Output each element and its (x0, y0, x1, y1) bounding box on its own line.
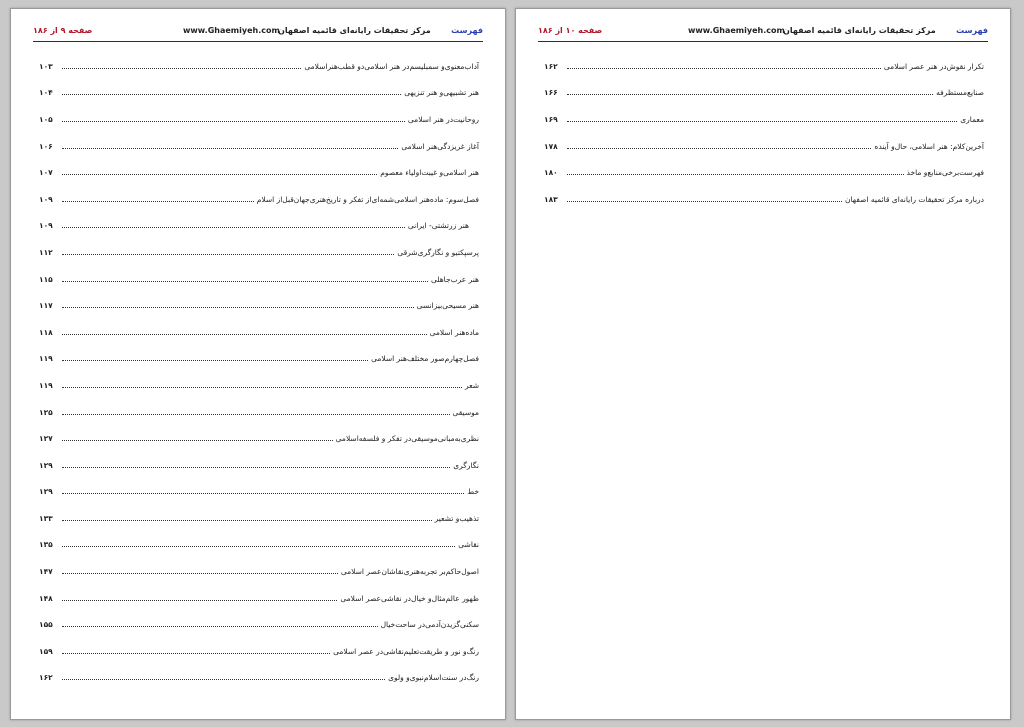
toc-entry[interactable] (39, 479, 479, 506)
toc-entry-page: ۱۰۴ (39, 88, 53, 98)
page-number-label: صفحه ۹ از ۱۸۶ (33, 26, 93, 35)
dot-leader (62, 281, 428, 282)
toc-entry-title: ماده‌هنر اسلامی (429, 327, 479, 337)
toc-entry[interactable] (544, 186, 984, 213)
toc-entry[interactable] (544, 133, 984, 160)
dot-leader (62, 201, 254, 202)
dot-leader (62, 387, 462, 388)
document-page-right (515, 8, 1011, 720)
toc-entry-page: ۱۱۵ (39, 274, 53, 284)
toc-entry-title: اصول‌حاکم‌بر تجربه‌هنری‌نقاشان‌عصر اسلامی (340, 567, 479, 577)
toc-entry-title: معماری (960, 114, 984, 124)
dot-leader (62, 440, 333, 441)
toc-entry-title: فصل‌سوم: ماده‌هنر اسلامی‌شمه‌ای‌از تفکر و تاریخ‌هنری‌جهان‌قبل‌از اسلام (256, 194, 479, 204)
toc-entry-page: ۱۰۳ (39, 61, 53, 71)
toc-entry[interactable] (39, 106, 479, 133)
toc-entry-page: ۱۴۸ (39, 593, 53, 603)
page-number-label: صفحه ۱۰ از ۱۸۶ (538, 26, 603, 35)
table-of-contents (544, 53, 984, 213)
toc-entry-title: رنگ‌و نور و طریقت‌تعلیم‌نقاشی‌در عصر اسلامی (333, 646, 479, 656)
toc-entry-title: فصل‌چهارم‌صور مختلف‌هنر اسلامی (371, 354, 479, 364)
toc-entry[interactable] (39, 346, 479, 373)
toc-entry-page: ۱۴۷ (39, 567, 53, 577)
dot-leader (62, 493, 464, 494)
website-label: www.Ghaemiyeh.com (183, 26, 280, 35)
toc-entry-title: هنر تشبیهی‌و هنر تنزیهی (404, 88, 479, 98)
toc-entry[interactable] (544, 106, 984, 133)
toc-entry[interactable] (39, 585, 479, 612)
toc-entry-title: هنر زرتشتی- ایرانی (407, 221, 469, 231)
toc-entry-title: صنایع‌مستظرفه (936, 88, 984, 98)
toc-entry-title: رنگ‌در سنت‌اسلام‌نبوی‌و ولوی (388, 673, 479, 683)
dot-leader (62, 467, 450, 468)
dot-leader (567, 121, 957, 122)
toc-entry-page: ۱۷۸ (544, 141, 558, 151)
toc-entry[interactable] (39, 638, 479, 665)
toc-entry-page: ۱۰۹ (39, 221, 53, 231)
dot-leader (62, 600, 337, 601)
toc-entry-title: نقاشی (458, 540, 479, 550)
dot-leader (62, 227, 405, 228)
toc-entry-title: آخرین‌کلام: هنر اسلامی، حال‌و آینده (874, 141, 984, 151)
toc-entry-title: نظری‌به‌مبانی‌موسیقی‌در تفکر و فلسفه‌اسلامی (335, 434, 479, 444)
toc-entry-title: هنر اسلامی‌و غیبت‌اولیاء معصوم (380, 168, 479, 178)
dot-leader (62, 254, 394, 255)
toc-entry-title: آغاز غریزدگی‌هنر اسلامی (401, 141, 479, 151)
toc-entry-page: ۱۰۵ (39, 114, 53, 124)
table-of-contents (39, 53, 479, 691)
toc-entry[interactable] (39, 425, 479, 452)
toc-entry-page: ۱۶۲ (39, 673, 53, 683)
page-header (538, 23, 988, 42)
dot-leader (62, 334, 427, 335)
toc-entry-page: ۱۰۶ (39, 141, 53, 151)
dot-leader (62, 546, 455, 547)
toc-entry-page: ۱۳۵ (39, 540, 53, 550)
toc-entry[interactable] (39, 532, 479, 559)
toc-entry-page: ۱۶۹ (544, 114, 558, 124)
toc-entry-page: ۱۵۹ (39, 646, 53, 656)
dot-leader (62, 573, 338, 574)
page-header (33, 23, 483, 42)
toc-entry-page: ۱۵۵ (39, 620, 53, 630)
toc-entry[interactable] (39, 239, 479, 266)
header-title: مرکز تحقیقات رایانه‌ای قائمیه اصفهان (783, 26, 936, 35)
toc-entry[interactable] (39, 266, 479, 293)
dot-leader (62, 360, 368, 361)
toc-entry-title: خط (467, 487, 479, 497)
toc-entry-page: ۱۰۷ (39, 168, 53, 178)
dot-leader (567, 148, 871, 149)
toc-entry[interactable] (39, 399, 479, 426)
toc-entry-page: ۱۶۲ (544, 61, 558, 71)
toc-entry[interactable] (39, 558, 479, 585)
toc-entry-title: آداب‌معنوی‌و سمبلیسم‌در هنر اسلامی‌دو قطب‌هنراسلامی (304, 61, 479, 71)
dot-leader (567, 94, 933, 95)
toc-entry-page: ۱۲۷ (39, 434, 53, 444)
toc-entry[interactable] (39, 372, 479, 399)
document-page-left (10, 8, 506, 720)
toc-entry-title: هنر عرب‌جاهلی (430, 274, 479, 284)
website-label: www.Ghaemiyeh.com (688, 26, 785, 35)
toc-entry-page: ۱۱۹ (39, 380, 53, 390)
dot-leader (62, 626, 378, 627)
toc-entry-title: روحانیت‌در هنر اسلامی (407, 114, 479, 124)
toc-entry-page: ۱۲۵ (39, 407, 53, 417)
toc-entry-title: ظهور عالم‌مثال‌و خیال‌در نقاشی‌عصر اسلامی (340, 593, 479, 603)
toc-entry-page: ۱۲۹ (39, 487, 53, 497)
toc-entry[interactable] (39, 292, 479, 319)
dot-leader (62, 414, 450, 415)
toc-entry-page: ۱۰۹ (39, 194, 53, 204)
dot-leader (62, 520, 432, 521)
toc-entry[interactable] (544, 159, 984, 186)
dot-leader (62, 679, 385, 680)
section-label: فهرست (451, 26, 483, 35)
toc-entry-title: هنر مسیحی‌بیزانسی (416, 301, 479, 311)
dot-leader (62, 94, 401, 95)
toc-entry[interactable] (39, 80, 479, 107)
toc-entry-page: ۱۱۹ (39, 354, 53, 364)
toc-entry-title: موسیقی (452, 407, 479, 417)
toc-entry-page: ۱۶۶ (544, 88, 558, 98)
header-title: مرکز تحقیقات رایانه‌ای قائمیه اصفهان (278, 26, 431, 35)
toc-entry-title: سکنی‌گزیدن‌آدمی‌در ساحت‌خیال (380, 620, 479, 630)
toc-entry-page: ۱۲۹ (39, 460, 53, 470)
toc-entry[interactable] (39, 319, 479, 346)
toc-entry[interactable] (39, 611, 479, 638)
toc-entry-title: درباره مرکز تحقیقات رایانه‌ای قائمیه اصفهان (844, 194, 984, 204)
dot-leader (62, 174, 377, 175)
dot-leader (567, 174, 904, 175)
toc-entry[interactable] (39, 159, 479, 186)
toc-entry[interactable] (39, 452, 479, 479)
toc-entry[interactable] (544, 80, 984, 107)
toc-entry-page: ۱۱۷ (39, 301, 53, 311)
dot-leader (62, 68, 301, 69)
toc-entry-title: تکرار نقوش‌در هنر عصر اسلامی (883, 61, 984, 71)
toc-entry[interactable] (39, 133, 479, 160)
dot-leader (62, 121, 405, 122)
toc-entry[interactable] (39, 53, 479, 80)
dot-leader (567, 68, 881, 69)
toc-entry-title: تذهیب‌و تشعیر (434, 513, 479, 523)
toc-entry[interactable] (39, 665, 479, 692)
toc-entry-page: ۱۳۳ (39, 513, 53, 523)
dot-leader (62, 307, 414, 308)
dot-leader (62, 148, 398, 149)
toc-entry[interactable] (544, 53, 984, 80)
dot-leader (567, 201, 842, 202)
toc-entry-title: پرسپکتیو و نگارگری‌شرقی (397, 247, 479, 257)
toc-entry[interactable] (39, 213, 479, 240)
toc-entry-page: ۱۸۳ (544, 194, 558, 204)
section-label: فهرست (956, 26, 988, 35)
toc-entry[interactable] (39, 186, 479, 213)
toc-entry-title: شعر (464, 380, 479, 390)
toc-entry-page: ۱۱۸ (39, 327, 53, 337)
toc-entry-page: ۱۱۲ (39, 247, 53, 257)
toc-entry-title: فهرست‌برخی‌منابع‌و ماخذ (906, 168, 984, 178)
dot-leader (62, 653, 330, 654)
toc-entry-title: نگارگری (453, 460, 479, 470)
toc-entry[interactable] (39, 505, 479, 532)
toc-entry-page: ۱۸۰ (544, 168, 558, 178)
